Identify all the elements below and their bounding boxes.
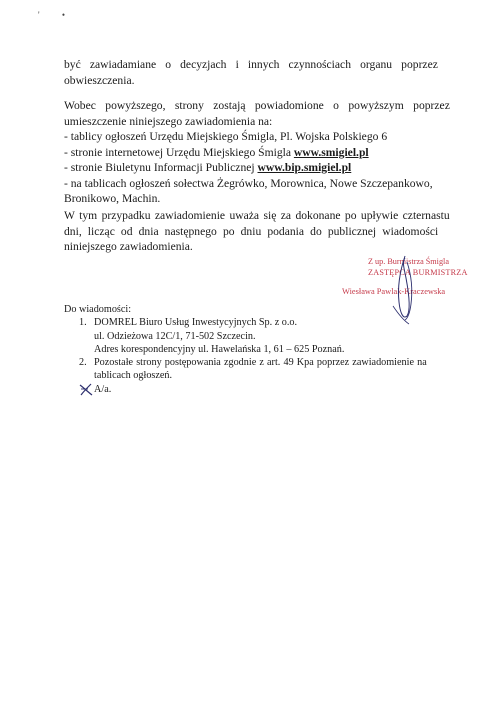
item1-line2: ul. Odzieżowa 12C/1, 71-502 Szczecin.: [94, 330, 256, 342]
paragraph2-line5: [64, 160, 454, 176]
paragraph-notification: [64, 57, 454, 88]
bip-website-link[interactable]: www.bip.smigiel.pl: [257, 161, 352, 174]
paragraph3-line2: dni, licząc od dnia następnego po dniu podania do publicznej wiadomości: [64, 224, 439, 238]
paragraph2-line6: - na tablicach ogłoszeń sołectwa Żegrówko, Morownica, Nowe Szczepankowo,: [64, 176, 433, 190]
distribution-item-2: [79, 356, 464, 383]
item-number: 1.: [79, 317, 87, 329]
smigiel-website-link[interactable]: www.smigiel.pl: [293, 145, 369, 159]
paragraph3-line3: niniejszego zawiadomienia.: [64, 240, 193, 253]
stamp-authority-line: Z up. Burmistrza Śmigla: [368, 257, 449, 266]
paragraph2-line7: Bronikowo, Machin.: [64, 192, 161, 205]
paragraph-effect: [64, 208, 454, 255]
handwritten-x-mark-icon: [79, 383, 93, 396]
item2-line2: tablicach ogłoszeń.: [94, 370, 173, 382]
paragraph2-line2: umieszczenie niniejszego zawiadomienia na:: [64, 114, 273, 128]
scan-marks: ' •: [38, 10, 76, 20]
paragraph-publication: [64, 98, 454, 207]
paragraph2-line4-text: - stronie internetowej Urzędu Miejskiego Śmigla: [64, 145, 294, 159]
item1-line3: Adres korespondencyjny ul. Hawelańska 1, 61 – 625 Poznań.: [94, 343, 345, 355]
paragraph2-line1: Wobec powyższego, strony zostają powiadomione o powyższym poprzez: [64, 99, 450, 112]
distribution-item-1: [79, 316, 464, 356]
stamp-title-line: ZASTĘPCA BURMISTRZA: [368, 268, 468, 277]
distribution-list: [64, 303, 464, 396]
item1-line1: DOMREL Biuro Usług Inwestycyjnych Sp. z o.o.: [94, 317, 298, 329]
paragraph1-line1: być zawiadamiane o decyzjach i innych czynnościach organu poprzez: [64, 58, 438, 71]
paragraph1-line2: obwieszczenia.: [64, 73, 135, 87]
distribution-item-3: [79, 383, 464, 396]
paragraph2-line3: - tablicy ogłoszeń Urzędu Miejskiego Śmigla, Pl. Wojska Polskiego 6: [64, 130, 388, 143]
paragraph2-line4: [64, 145, 454, 161]
paragraph2-line5-text: - stronie Biuletynu Informacji Publicznej: [64, 161, 258, 174]
item3-line1: A/a.: [94, 383, 112, 395]
item2-line1: Pozostałe strony postępowania zgodnie z art. 49 Kpa poprzez zawiadomienie na: [94, 357, 427, 369]
distribution-title: Do wiadomości:: [64, 304, 132, 315]
stamp-name-line: Wiesława Pawlak-Kraczewska: [342, 287, 446, 296]
paragraph3-line1: W tym przypadku zawiadomienie uważa się za dokonane po upływie czternastu: [64, 209, 450, 222]
item-number: 2.: [79, 357, 87, 369]
